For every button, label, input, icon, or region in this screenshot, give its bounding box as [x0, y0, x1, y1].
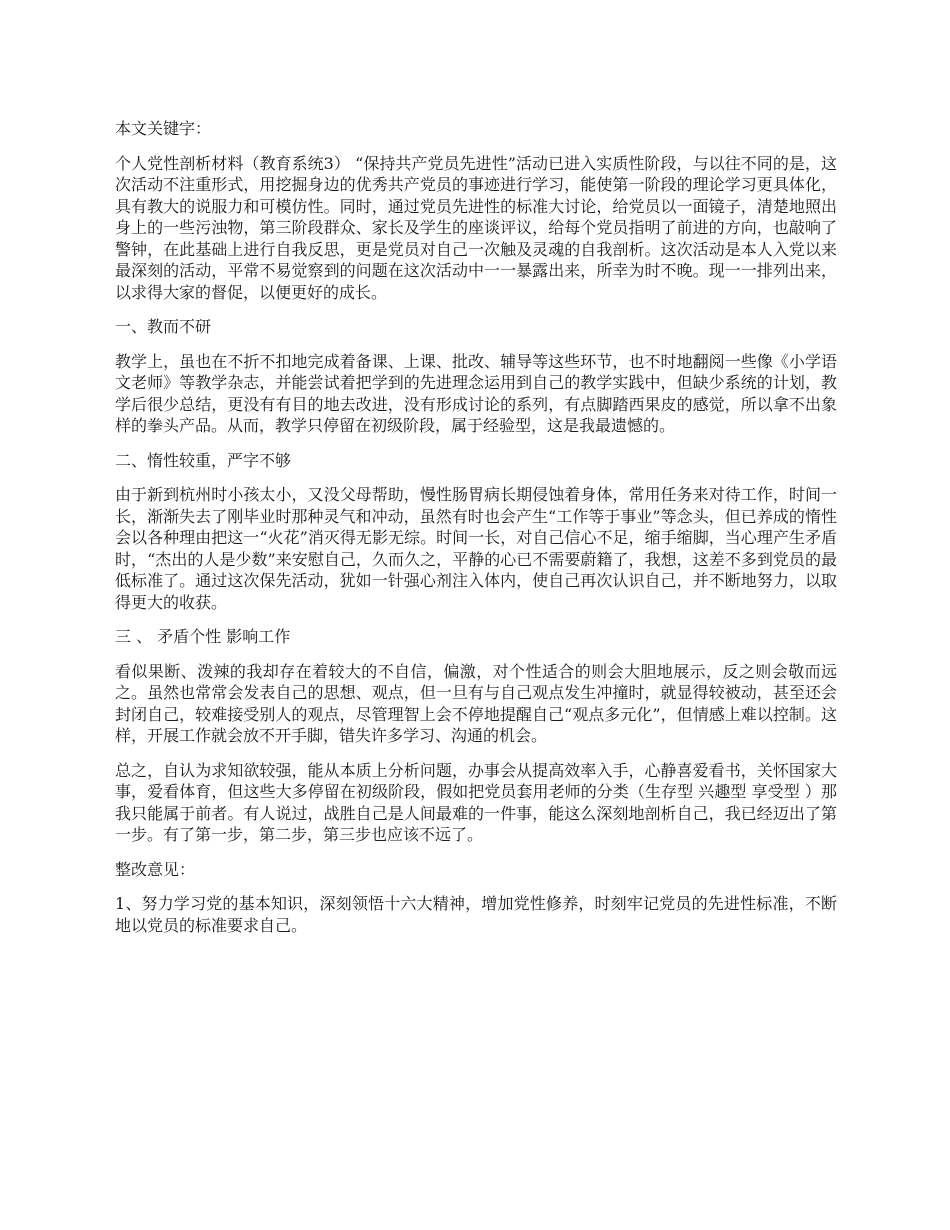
section-heading-3: 三 、 矛盾个性 影响工作 [115, 627, 291, 646]
section-heading-2: 二、惰性较重，严字不够 [115, 450, 292, 470]
intro-paragraph: 个人党性剖析材料（教育系统3） “保持共产党员先进性”活动已进入实质性阶段，与以往不同的是，这次活动不注重形式，用挖掘身边的优秀共产党员的事迹进行学习，能使第一阶段的理论学习更具体化，具有教大的说服力和可模仿性。同时，通过党员先进性的标准大讨论，给党员以一面镜子，清楚地照出身上的一些污浊物，第三阶段群众、家长及学生的座谈评议，给每个党员指明了前进的方向，也敲响了警钟，在此基础上进行自我反思，更是党员对自己一次触及灵魂的自我剖析。这次活动是本人入党以来最深刻的活动，平常不易觉察到的问题在这次活动中一一暴露出来，所幸为时不晚。现一一排列出来，以求得大家的督促，以便更好的成长。 [115, 153, 837, 302]
section-paragraph-3: 看似果断、泼辣的我却存在着较大的不自信，偏激，对个性适合的则会大胆地展示，反之则会敬而远之。虽然也常常会发表自己的思想、观点，但一旦有与自己观点发生冲撞时，就显得较被动，甚至还会封闭自己，较难接受别人的观点，尽管理智上会不停地提醒自己“观点多元化”，但情感上难以控制。这样，开展工作就会放不开手脚，错失许多学习、沟通的机会。 [115, 661, 837, 745]
conclusion-paragraph: 总之，自认为求知欲较强，能从本质上分析问题，办事会从提高效率入手，心静喜爱看书，关怀国家大事，爱看体育，但这些大多停留在初级阶段，假如把党员套用老师的分类（生存型 兴趣型 享受型 ）那我只能属于前者。有人说过，战胜自己是人间最难的一件事，能这么深刻地剖析自己，我已经迈出了第一步。有了第一步，第二步，第三步也应该不远了。 [115, 760, 837, 844]
section-paragraph-2: 由于新到杭州时小孩太小，又没父母帮助，慢性肠胃病长期侵蚀着身体，常用任务来对待工作，时间一长，渐渐失去了刚毕业时那种灵气和冲动，虽然有时也会产生“工作等于事业”等念头，但已养成的惰性会以各种理由把这一“火花”消灭得无影无综。时间一长，对自己信心不足，缩手缩脚，当心理产生矛盾时，“杰出的人是少数”来安慰自己，久而久之，平静的心已不需要蔚籍了，我想，这差不多到党员的最低标准了。通过这次保先活动，犹如一针强心剂注入体内，使自己再次认识自己，并不断地努力，以取得更大的收获。 [115, 485, 837, 612]
keywords-label: 本文关键字： [115, 119, 212, 138]
section-heading-1: 一、教而不研 [115, 317, 212, 336]
rectification-label: 整改意见： [115, 859, 196, 879]
rectification-item-1: 1、努力学习党的基本知识，深刻领悟十六大精神，增加党性修养，时刻牢记党员的先进性标准，不断地以党员的标准要求自己。 [115, 894, 837, 935]
section-paragraph-1: 教学上，虽也在不折不扣地完成着备课、上课、批改、辅导等这些环节，也不时地翻阅一些像《小学语文老师》等教学杂志，并能尝试着把学到的先进理念运用到自己的教学实践中，但缺少系统的计划，教学后很少总结，更没有有目的地去改进，没有形成讨论的系列，有点脚踏西果皮的感觉，所以拿不出象样的拳头产品。从而，教学只停留在初级阶段，属于经验型，这是我最遗憾的。 [115, 351, 837, 435]
document-body [115, 118, 837, 949]
